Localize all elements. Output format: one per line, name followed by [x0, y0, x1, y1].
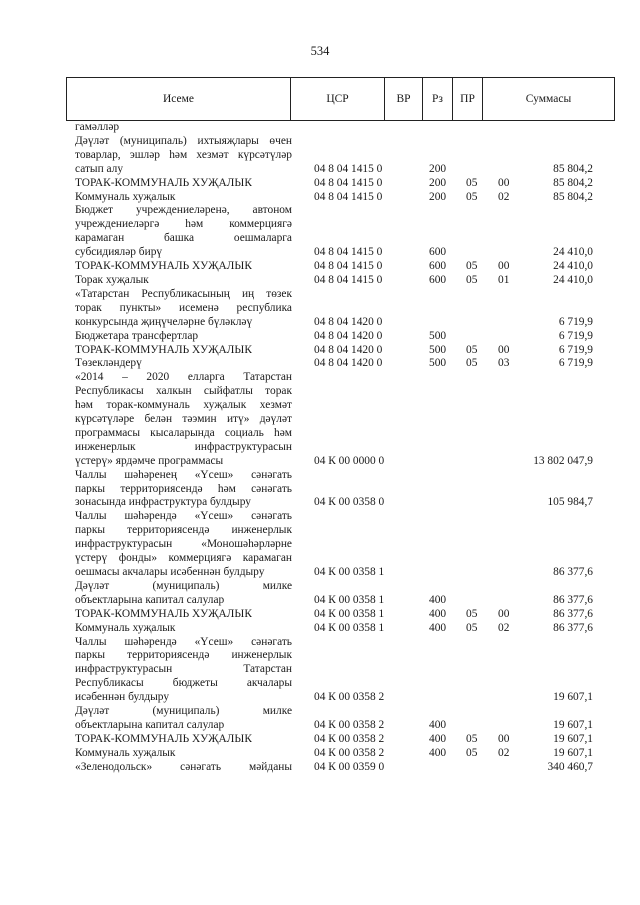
- row-sum: 24 410,0: [553, 260, 593, 273]
- row-vr: 600: [429, 260, 447, 273]
- row-name: [75, 288, 292, 330]
- row-name: [75, 135, 292, 177]
- table-row: [75, 121, 615, 135]
- row-name-line: «2014 – 2020 елларга Татарстан: [75, 371, 292, 384]
- row-name: [75, 191, 292, 205]
- row-name-line: Чаллы шәһәренең «Үсеш» сәнәгать: [75, 468, 292, 481]
- row-csr-code: 04 К 00 0000 0: [314, 454, 385, 467]
- row-name-line: үстерү фонды» коммерциягә карамаган: [75, 552, 292, 565]
- row-name-line: ТОРАК-КОММУНАЛЬ ХУҖАЛЫК: [75, 732, 252, 745]
- row-csr-code: 04 8 04 1420 0: [314, 343, 383, 356]
- row-name-line: Коммуналь хуҗалык: [75, 746, 176, 759]
- row-name-line: инфраструктурасын «Моношәһәрләрне: [75, 538, 292, 551]
- row-csr-code: 04 8 04 1420 0: [314, 329, 383, 342]
- row-sum: 6 719,9: [558, 343, 593, 356]
- table-row: [75, 371, 615, 468]
- row-rz: 05: [466, 260, 478, 273]
- table-row: [75, 357, 615, 371]
- row-vr: 400: [429, 718, 447, 731]
- row-sum: 105 984,7: [547, 496, 593, 509]
- row-name-line: субсидияләр бирү: [75, 246, 163, 259]
- row-csr-code: 04 8 04 1415 0: [314, 273, 383, 286]
- row-name-line: зонасында инфраструктура булдыру: [75, 496, 251, 509]
- row-name-line: паркы территориясендә һәм сәнәгать: [75, 482, 292, 495]
- row-vr: 500: [429, 329, 447, 342]
- row-name-line: инженерлык инфраструктурасын: [75, 440, 292, 453]
- row-csr-code: 04 8 04 1415 0: [314, 246, 383, 259]
- table-row: [75, 177, 615, 191]
- row-name: [75, 510, 292, 580]
- row-name-line: ТОРАК-КОММУНАЛЬ ХУҖАЛЫК: [75, 260, 252, 273]
- row-name-line: Төзекләндерү: [75, 357, 142, 370]
- table-row: [75, 191, 615, 205]
- row-csr-code: 04 К 00 0359 0: [314, 760, 385, 773]
- row-csr-code: 04 К 00 0358 2: [314, 746, 385, 759]
- row-rz: 05: [466, 273, 478, 286]
- row-name: [75, 705, 292, 733]
- row-name-line: «Татарстан Республикасының иң төзек: [75, 287, 292, 300]
- row-pr: 00: [498, 176, 510, 189]
- row-vr: 400: [429, 746, 447, 759]
- row-name: [75, 747, 292, 761]
- row-pr: 03: [498, 357, 510, 370]
- row-name: [75, 608, 292, 622]
- row-name-line: карамаган башка оешмаларга: [75, 232, 292, 245]
- table-row: [75, 274, 615, 288]
- table-row: [75, 622, 615, 636]
- row-name-line: сатып алу: [75, 162, 124, 175]
- budget-table-header: [66, 77, 615, 121]
- table-row: [75, 705, 615, 733]
- row-vr: 600: [429, 246, 447, 259]
- row-csr-code: 04 К 00 0358 2: [314, 691, 385, 704]
- row-name: [75, 636, 292, 706]
- table-row: [75, 330, 615, 344]
- row-rz: 05: [466, 190, 478, 203]
- row-vr: 500: [429, 357, 447, 370]
- row-vr: 200: [429, 176, 447, 189]
- row-csr-code: 04 8 04 1420 0: [314, 357, 383, 370]
- row-vr: 200: [429, 162, 447, 175]
- row-name-line: Коммуналь хуҗалык: [75, 190, 176, 203]
- row-csr-code: 04 8 04 1415 0: [314, 260, 383, 273]
- row-name-line: конкурсында җиңүчеләрне бүләкләү: [75, 315, 253, 328]
- row-sum: 24 410,0: [553, 246, 593, 259]
- row-name: [75, 177, 292, 191]
- row-pr: 00: [498, 343, 510, 356]
- row-vr: 400: [429, 593, 447, 606]
- row-csr-code: 04 8 04 1415 0: [314, 176, 383, 189]
- row-pr: 02: [498, 190, 510, 203]
- row-name: [75, 344, 292, 358]
- row-vr: 200: [429, 190, 447, 203]
- row-name-line: ТОРАК-КОММУНАЛЬ ХУҖАЛЫК: [75, 176, 252, 189]
- row-name-line: Дәүләт (муниципаль) милке: [75, 705, 292, 718]
- row-name-line: объектларына капитал салулар: [75, 593, 225, 606]
- row-name: [75, 121, 292, 135]
- row-pr: 00: [498, 732, 510, 745]
- row-sum: 19 607,1: [553, 718, 593, 731]
- row-name: [75, 357, 292, 371]
- table-row: [75, 260, 615, 274]
- table-row: [75, 288, 615, 330]
- row-sum: 340 460,7: [547, 760, 593, 773]
- row-name-line: Коммуналь хуҗалык: [75, 621, 176, 634]
- row-sum: 85 804,2: [553, 162, 593, 175]
- row-pr: 02: [498, 746, 510, 759]
- row-sum: 6 719,9: [558, 315, 593, 328]
- table-row: [75, 135, 615, 177]
- row-name-line: Республикасы халкын сыйфатлы торак: [75, 385, 292, 398]
- row-name-line: Чаллы шәһәрендә «Үсеш» сәнәгать: [75, 635, 292, 648]
- row-pr: 00: [498, 607, 510, 620]
- row-sum: 85 804,2: [553, 190, 593, 203]
- row-pr: 01: [498, 273, 510, 286]
- row-sum: 86 377,6: [553, 593, 593, 606]
- row-name-line: паркы территориясендә инженерлык: [75, 524, 292, 537]
- row-name-line: Бюджетара трансфертлар: [75, 329, 199, 342]
- row-sum: 6 719,9: [558, 329, 593, 342]
- row-rz: 05: [466, 357, 478, 370]
- row-name: [75, 733, 292, 747]
- row-name: [75, 761, 292, 775]
- row-vr: 400: [429, 607, 447, 620]
- row-csr-code: 04 К 00 0358 2: [314, 718, 385, 731]
- table-row: [75, 580, 615, 608]
- row-rz: 05: [466, 746, 478, 759]
- row-name-line: Дәүләт (муниципаль) милке: [75, 579, 292, 592]
- row-name: [75, 622, 292, 636]
- row-rz: 05: [466, 607, 478, 620]
- header-vr: ВР: [385, 78, 423, 121]
- row-name-line: программасы кысаларында социаль һәм: [75, 426, 292, 439]
- row-sum: 85 804,2: [553, 176, 593, 189]
- table-row: [75, 733, 615, 747]
- row-name-line: исәбеннән булдыру: [75, 691, 170, 704]
- row-name-line: учреждениеләргә һәм коммерциягә: [75, 218, 292, 231]
- row-rz: 05: [466, 343, 478, 356]
- header-name: Исеме: [67, 78, 291, 121]
- table-row: [75, 344, 615, 358]
- header-sum: Суммасы: [483, 78, 615, 121]
- header-rz: Рз: [423, 78, 453, 121]
- row-sum: 19 607,1: [553, 732, 593, 745]
- row-sum: 86 377,6: [553, 621, 593, 634]
- row-pr: 02: [498, 621, 510, 634]
- row-name-line: паркы территориясендә инженерлык: [75, 649, 292, 662]
- row-name-line: ТОРАК-КОММУНАЛЬ ХУҖАЛЫК: [75, 343, 252, 356]
- row-vr: 400: [429, 621, 447, 634]
- row-sum: 13 802 047,9: [533, 454, 593, 467]
- page-number: 534: [310, 44, 330, 58]
- row-csr-code: 04 К 00 0358 1: [314, 566, 385, 578]
- row-name-line: Чаллы шәһәрендә «Үсеш» сәнәгать: [75, 510, 292, 523]
- row-name-line: Бюджет учреждениеләренә, автоном: [75, 204, 292, 217]
- row-csr-code: 04 К 00 0358 1: [314, 607, 385, 620]
- row-name: [75, 330, 292, 344]
- row-rz: 05: [466, 176, 478, 189]
- row-csr-code: 04 8 04 1415 0: [314, 190, 383, 203]
- table-row: [75, 747, 615, 761]
- row-vr: 500: [429, 343, 447, 356]
- row-name-line: Республикасы бюджеты акчалары: [75, 677, 292, 690]
- table-row: [75, 469, 615, 511]
- row-sum: 19 607,1: [553, 691, 593, 704]
- row-pr: 00: [498, 260, 510, 273]
- row-csr-code: 04 К 00 0358 0: [314, 496, 385, 509]
- row-vr: 400: [429, 732, 447, 745]
- row-name-line: инфраструктурасын Татарстан: [75, 663, 292, 676]
- row-name-line: гамәлләр: [75, 121, 120, 133]
- table-row: [75, 510, 615, 580]
- row-name: [75, 371, 292, 468]
- table-row: [75, 204, 615, 260]
- row-name: [75, 580, 292, 608]
- table-row: [75, 761, 615, 775]
- header-pr: ПР: [453, 78, 483, 121]
- table-row: [75, 608, 615, 622]
- row-csr-code: 04 К 00 0358 1: [314, 621, 385, 634]
- row-sum: 19 607,1: [553, 746, 593, 759]
- row-name-line: товарлар, эшләр һәм хезмәт күрсәтүләр: [75, 148, 292, 161]
- row-rz: 05: [466, 732, 478, 745]
- row-csr-code: 04 К 00 0358 2: [314, 732, 385, 745]
- header-csr: ЦСР: [291, 78, 385, 121]
- row-name: [75, 469, 292, 511]
- row-name-line: күрсәтүләре белән тәэмин итү» дәүләт: [75, 413, 292, 426]
- row-sum: 24 410,0: [553, 273, 593, 286]
- row-name: [75, 204, 292, 260]
- row-vr: 600: [429, 273, 447, 286]
- row-rz: 05: [466, 621, 478, 634]
- row-name: [75, 260, 292, 274]
- row-name-line: Торак хуҗалык: [75, 273, 149, 286]
- table-row: [75, 636, 615, 706]
- budget-table-body: [75, 121, 615, 775]
- row-csr-code: 04 К 00 0358 1: [314, 593, 385, 606]
- row-sum: 86 377,6: [553, 607, 593, 620]
- row-name-line: Дәүләт (муниципаль) ихтыяҗлары өчен: [75, 134, 292, 147]
- row-sum: 86 377,6: [553, 566, 593, 578]
- row-csr-code: 04 8 04 1415 0: [314, 162, 383, 175]
- row-name-line: объектларына капитал салулар: [75, 718, 225, 731]
- row-name: [75, 274, 292, 288]
- row-name-line: ТОРАК-КОММУНАЛЬ ХУҖАЛЫК: [75, 607, 252, 620]
- row-name-line: «Зеленодольск» сәнәгать мәйданы: [75, 760, 292, 773]
- row-name-line: оешмасы акчалары исәбеннән булдыру: [75, 566, 265, 578]
- row-name-line: торак пункты» исеменә республика: [75, 301, 292, 314]
- row-csr-code: 04 8 04 1420 0: [314, 315, 383, 328]
- row-name-line: һәм торак-коммуналь хуҗалык хезмәт: [75, 399, 292, 412]
- row-sum: 6 719,9: [558, 357, 593, 370]
- row-name-line: үстерү» ярдәмче программасы: [75, 454, 224, 467]
